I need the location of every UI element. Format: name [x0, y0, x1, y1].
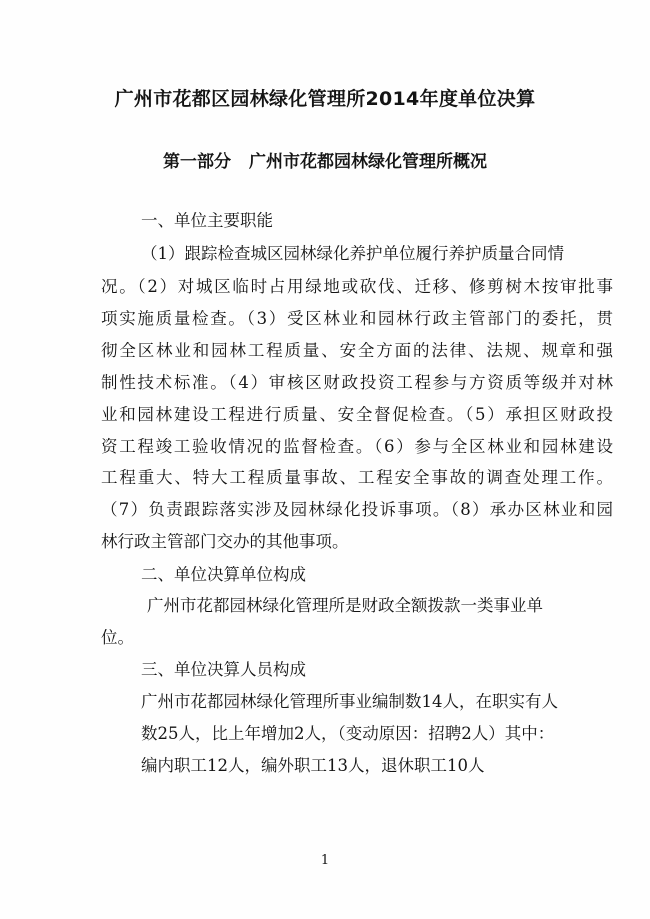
document-title: 广州市花都区园林绿化管理所2014年度单位决算	[114, 88, 536, 110]
paragraph-line: 数25人，比上年增加2人，（变动原因：招聘2人）其中：	[141, 724, 555, 743]
paragraph-line: 广州市花都园林绿化管理所是财政全额拨款一类事业单	[147, 596, 543, 615]
paragraph-line: 位。	[101, 628, 134, 647]
paragraph-line: 况。（2）对城区临时占用绿地或砍伐、迁移、修剪树木按审批事	[101, 277, 613, 296]
paragraph-line: 广州市花都园林绿化管理所事业编制数14人，在职实有人	[141, 692, 558, 711]
section-heading-functions: 一、单位主要职能	[141, 211, 273, 230]
paragraph-line: （1）跟踪检查城区园林绿化养护单位履行养护质量合同情	[141, 244, 564, 263]
part-title: 广州市花都园林绿化管理所概况	[249, 152, 487, 172]
paragraph-line: 项实施质量检查。（3）受区林业和园林行政主管部门的委托，贯	[101, 309, 613, 328]
part-heading	[60, 147, 590, 172]
page-number: 1	[320, 853, 330, 868]
paragraph-line: 彻全区林业和园林工程质量、安全方面的法律、法规、规章和强	[101, 341, 613, 360]
part-label: 第一部分	[163, 152, 231, 172]
section-heading-staff: 三、单位决算人员构成	[141, 660, 306, 679]
paragraph-line: （7）负责跟踪落实涉及园林绿化投诉事项。（8）承办区林业和园	[101, 500, 613, 519]
paragraph-line: 工程重大、特大工程质量事故、工程安全事故的调查处理工作。	[101, 468, 613, 487]
paragraph-line: 林行政主管部门交办的其他事项。	[101, 532, 349, 551]
section-heading-units: 二、单位决算单位构成	[141, 565, 306, 584]
paragraph-line: 业和园林建设工程进行质量、安全督促检查。（5）承担区财政投	[101, 405, 613, 424]
paragraph-line: 资工程竣工验收情况的监督检查。（6）参与全区林业和园林建设	[101, 437, 613, 456]
paragraph-line: 制性技术标准。（4）审核区财政投资工程参与方资质等级并对林	[101, 373, 613, 392]
paragraph-line: 编内职工12人，编外职工13人，退休职工10人	[141, 756, 485, 775]
